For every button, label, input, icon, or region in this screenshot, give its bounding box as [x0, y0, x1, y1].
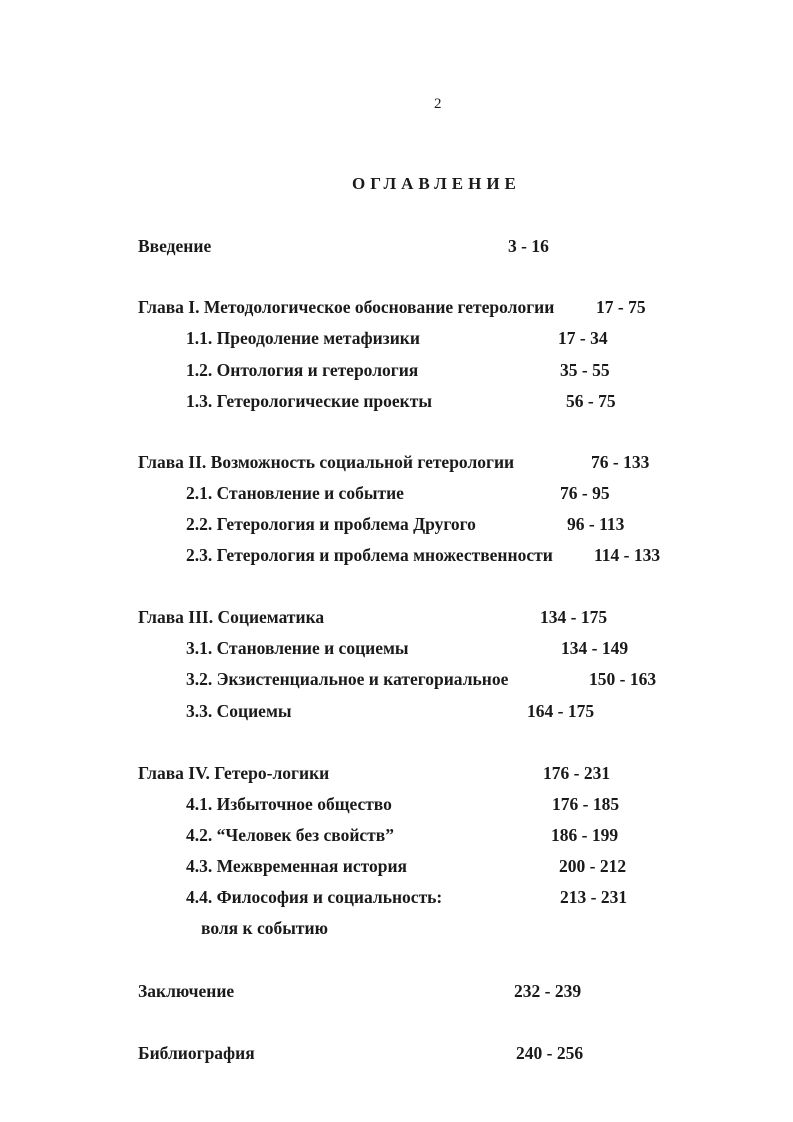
toc-entry-label: 2.3. Гетерология и проблема множественности [186, 545, 553, 565]
toc-entry-pages: 76 - 95 [560, 483, 610, 503]
toc-entry-pages: 56 - 75 [566, 391, 616, 411]
toc-title: ОГЛАВЛЕНИЕ [352, 174, 521, 193]
toc-entry-label: Введение [138, 236, 212, 256]
toc-entry-label: Глава I. Методологическое обоснование гетерологии [138, 297, 555, 317]
toc-entry-label: Глава III. Социематика [138, 607, 325, 627]
toc-entry-pages: 240 - 256 [516, 1043, 584, 1063]
toc-entry-label: 4.1. Избыточное общество [186, 794, 392, 814]
toc-entry-label: Заключение [138, 981, 235, 1001]
toc-entry-pages: 3 - 16 [508, 236, 549, 256]
toc-entry-pages: 17 - 34 [558, 328, 608, 348]
toc-entry-label: 2.1. Становление и событие [186, 483, 404, 503]
toc-entry-label: 3.2. Экзистенциальное и категориальное [186, 669, 509, 689]
toc-entry-pages: 164 - 175 [527, 701, 595, 721]
toc-entry-pages: 150 - 163 [589, 669, 657, 689]
toc-entry-pages: 134 - 149 [561, 638, 629, 658]
toc-entry-label: 2.2. Гетерология и проблема Другого [186, 514, 476, 534]
toc-entry-label: 4.2. “Человек без свойств” [186, 825, 394, 845]
toc-entry-pages: 176 - 185 [552, 794, 620, 814]
toc-entry-pages: 176 - 231 [543, 763, 611, 783]
toc-entry-label: 4.3. Межвременная история [186, 856, 408, 876]
toc-entry-pages: 186 - 199 [551, 825, 619, 845]
toc-entry-label: Глава II. Возможность социальной гетерологии [138, 452, 515, 472]
toc-entry-label: 1.3. Гетерологические проекты [186, 391, 433, 411]
toc-entry-pages: 114 - 133 [594, 545, 661, 565]
toc-entry-pages: 17 - 75 [596, 297, 646, 317]
toc-entry-label: 1.1. Преодоление метафизики [186, 328, 420, 348]
toc-entry-label: 3.1. Становление и социемы [186, 638, 409, 658]
toc-entry-pages: 232 - 239 [514, 981, 582, 1001]
toc-entry-pages: 134 - 175 [540, 607, 608, 627]
toc-entry-pages: 35 - 55 [560, 360, 610, 380]
toc-entry-pages: 76 - 133 [591, 452, 650, 472]
toc-entry-pages: 213 - 231 [560, 887, 628, 907]
toc-entry-pages: 96 - 113 [567, 514, 625, 534]
toc-entry-label: Глава IV. Гетеро-логики [138, 763, 330, 783]
toc-entry-pages: 200 - 212 [559, 856, 627, 876]
toc-entry-label: Библиография [138, 1043, 255, 1063]
page-number: 2 [434, 96, 442, 112]
toc-entry-label: 3.3. Социемы [186, 701, 292, 721]
toc-entry-label-continuation: воля к событию [201, 918, 328, 938]
toc-entry-label: 4.4. Философия и социальность: [186, 887, 443, 907]
toc-entry-label: 1.2. Онтология и гетерология [186, 360, 419, 380]
